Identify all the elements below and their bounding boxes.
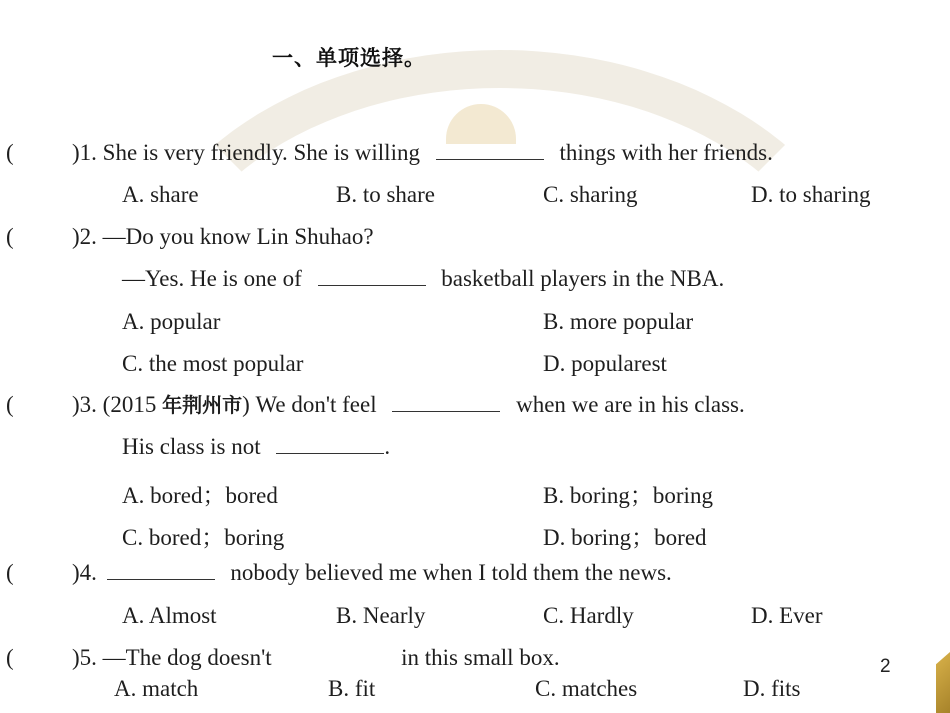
option-a: A. match xyxy=(114,676,199,701)
option-d: D. boring；bored xyxy=(543,525,707,550)
option-a: A. popular xyxy=(122,309,221,334)
question-number: )3. xyxy=(72,392,97,417)
option-d: D. Ever xyxy=(751,603,823,628)
option-c: C. sharing xyxy=(543,182,638,207)
page-number: 2 xyxy=(880,656,891,677)
corner-decoration xyxy=(936,652,950,713)
question-stem: She is very friendly. She is willing xyxy=(102,140,420,165)
question-3 xyxy=(72,393,745,416)
question-stem: . xyxy=(384,434,391,459)
option-d: D. fits xyxy=(743,676,801,701)
question-number: )5. xyxy=(72,645,97,670)
answer-blank xyxy=(436,143,544,160)
option-b: B. Nearly xyxy=(336,603,426,628)
option-c: C. the most popular xyxy=(122,351,304,376)
option-b: B. to share xyxy=(336,182,436,207)
answer-blank xyxy=(276,437,384,454)
option-a: A. bored；bored xyxy=(122,483,278,508)
answer-bracket-4[interactable]: ( xyxy=(6,560,14,585)
question-stem: when we are in his class. xyxy=(516,392,745,417)
option-d: D. popularest xyxy=(543,351,667,376)
question-stem: —Yes. He is one of xyxy=(122,266,302,291)
question-stem: His class is not xyxy=(122,434,261,459)
section-heading: 一、单项选择。 xyxy=(272,46,426,70)
question-4 xyxy=(72,561,672,584)
answer-bracket-2[interactable]: ( xyxy=(6,224,14,249)
question-3-line-2 xyxy=(122,435,390,458)
answer-blank xyxy=(318,269,426,286)
question-stem: nobody believed me when I told them the news. xyxy=(230,560,672,585)
answer-bracket-3[interactable]: ( xyxy=(6,392,14,417)
question-2 xyxy=(72,225,374,248)
option-c: C. matches xyxy=(535,676,638,701)
question-stem: —The dog doesn't xyxy=(102,645,272,670)
option-c: C. Hardly xyxy=(543,603,634,628)
option-d: D. to sharing xyxy=(751,182,871,207)
question-5 xyxy=(72,646,560,669)
option-b: B. more popular xyxy=(543,309,694,334)
answer-blank xyxy=(392,395,500,412)
question-number: )4. xyxy=(72,560,97,585)
option-b: B. fit xyxy=(328,676,376,701)
answer-bracket-5[interactable]: ( xyxy=(6,645,14,670)
question-number: )1. xyxy=(72,140,97,165)
question-2-line-2 xyxy=(122,267,724,290)
question-number: )2. xyxy=(72,224,97,249)
option-a: A. share xyxy=(122,182,199,207)
question-1 xyxy=(72,141,773,164)
question-stem: basketball players in the NBA. xyxy=(441,266,725,291)
option-c: C. bored；boring xyxy=(122,525,285,550)
question-stem: in this small box. xyxy=(401,645,560,670)
question-stem: We don't feel xyxy=(255,392,377,417)
question-source: (2015 年荆州市) xyxy=(102,392,250,417)
answer-bracket-1[interactable]: ( xyxy=(6,140,14,165)
option-a: A. Almost xyxy=(122,603,217,628)
question-stem: —Do you know Lin Shuhao? xyxy=(102,224,374,249)
option-b: B. boring；boring xyxy=(543,483,713,508)
answer-blank xyxy=(107,563,215,580)
question-stem: things with her friends. xyxy=(559,140,773,165)
